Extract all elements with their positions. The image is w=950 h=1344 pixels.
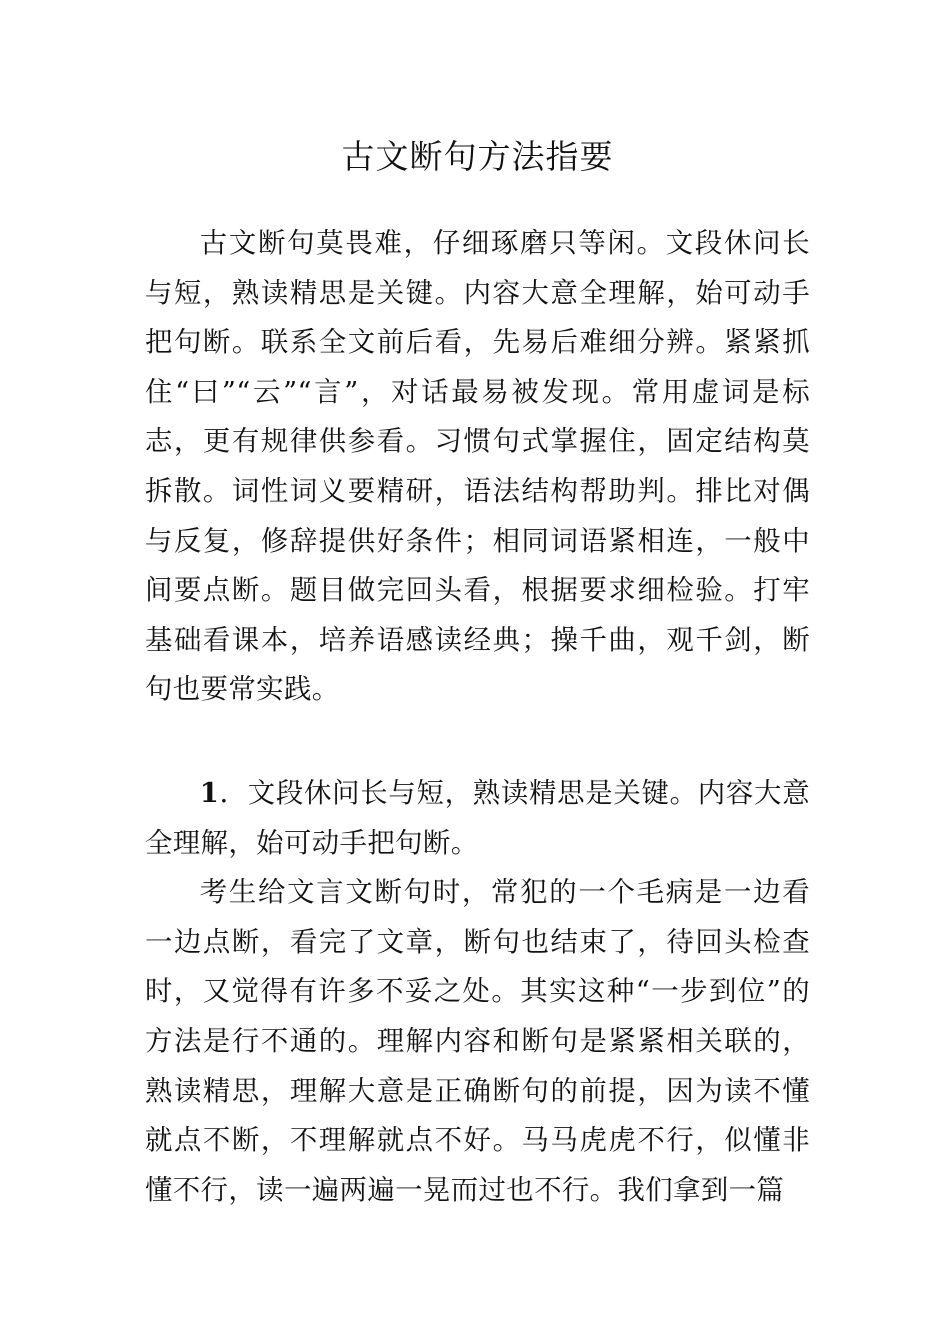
document-title: 古文断句方法指要	[341, 137, 614, 176]
intro-paragraph: 古文断句莫畏难，仔细琢磨只等闲。文段休问长与短，熟读精思是关键。内容大意全理解，始可动手把句断。联系全文前后看，先易后难细分辨。紧紧抓住“曰”“云”“言”，对话最易被发现。常用虚词是标志，更有规律供参看。习惯句式掌握住，固定结构莫拆散。词性词义要精研，语法结构帮助判。排比对偶与反复，修辞提供好条件；相同词语紧相连，一般中间要点断。题目做完回头看，根据要求细检验。打牢基础看课本，培养语感读经典；操千曲，观千剑，断句也要常实践。	[145, 228, 810, 706]
section-number: 1	[199, 777, 220, 809]
section-1-heading	[145, 769, 810, 868]
section-number-separator: ．	[219, 778, 248, 809]
intro-section	[145, 219, 810, 715]
section-1-paragraph: 考生给文言文断句时，常犯的一个毛病是一边看一边点断，看完了文章，断句也结束了，待回头检查时，又觉得有许多不妥之处。其实这种“一步到位”的方法是行不通的。理解内容和断句是紧紧相关联的，熟读精思，理解大意是正确断句的前提，因为读不懂就点不断，不理解就点不好。马马虎虎不行，似懂非懂不行，读一遍两遍一晃而过也不行。我们拿到一篇	[145, 877, 810, 1206]
section-heading-text: 文段休问长与短，熟读精思是关键。内容大意全理解，始可动手把句断。	[145, 778, 810, 859]
section-1	[145, 769, 810, 1215]
